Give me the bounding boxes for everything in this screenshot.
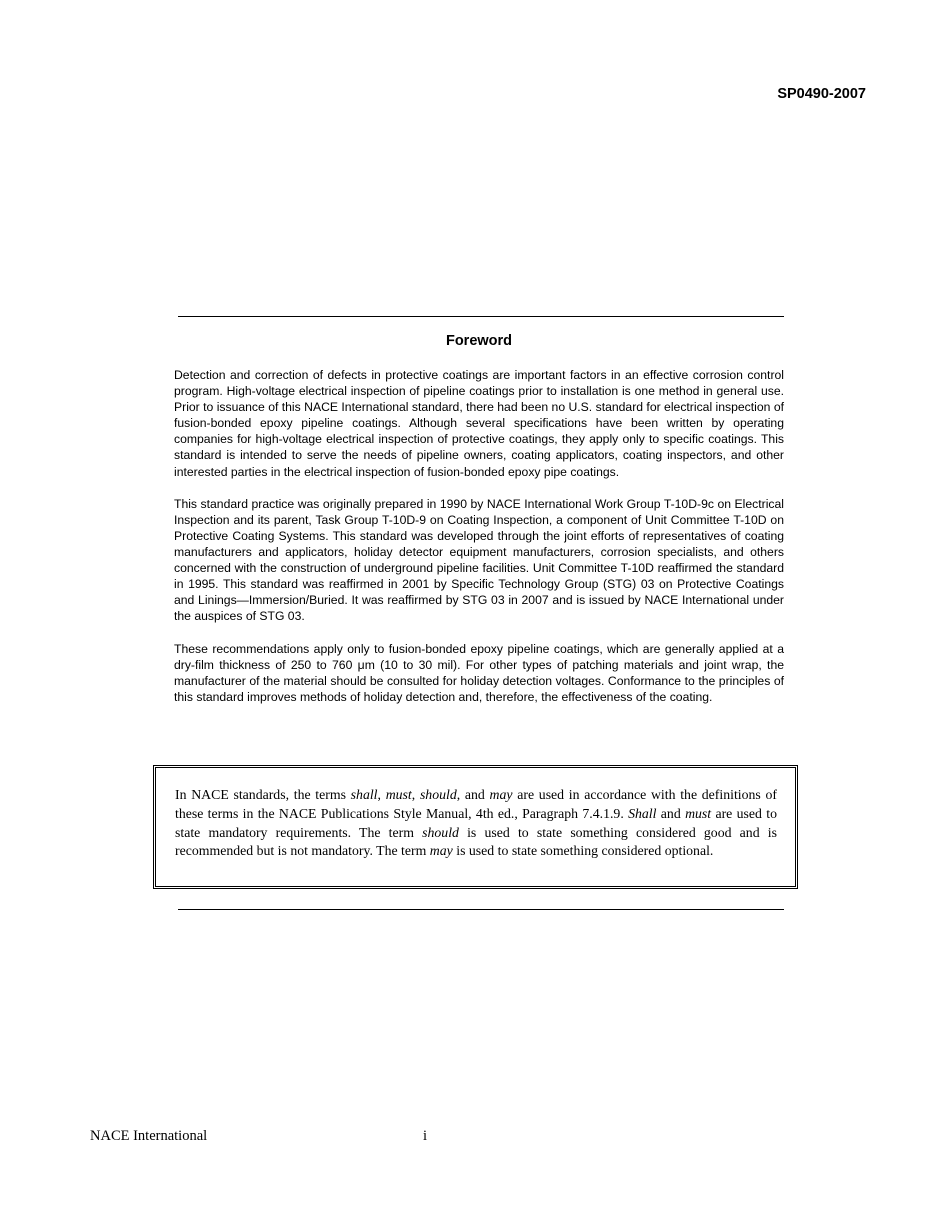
foreword-paragraph-3: These recommendations apply only to fusion-bonded epoxy pipeline coatings, which are generally applied at a dry-film thickness of 250 to 760 μm (10 to 30 mil). For other types of patching materials and joint wrap, the manufacturer of the material should be consulted for holiday detection voltages. Conformance to the principles of this standard improves methods of holiday detection and, therefore, the effectiveness of the coating.: [174, 641, 784, 704]
foreword-paragraph-1: Detection and correction of defects in protective coatings are important factors in an effective corrosion control program. High-voltage electrical inspection of pipeline coatings prior to installation is one method in general use. Prior to issuance of this NACE International standard, there had been no U.S. standard for electrical inspection of fusion-bonded epoxy pipeline coatings. Although several specifications have been written by operating companies for high-voltage electrical inspection of protective coatings, they apply only to specific coatings. This standard is intended to serve the needs of pipeline owners, coating applicators, coating inspectors, and other interested parties in the electrical inspection of fusion-bonded epoxy pipe coatings.: [174, 368, 784, 479]
note-text: ,: [411, 787, 420, 802]
term-may: may: [489, 787, 513, 802]
note-text: are used in accordance with the definitions of these terms in the NACE Publications Style Manual, 4th ed., Paragraph 7.4.1.9.: [175, 787, 777, 821]
document-id: SP0490-2007: [777, 86, 866, 102]
note-text: is used to state something considered optional.: [452, 843, 714, 859]
term-shall: shall: [350, 787, 378, 802]
footer-page-number: i: [423, 1128, 428, 1144]
note-text: are used to state mandatory requirements. The term: [175, 805, 777, 840]
note-text: , and: [456, 787, 490, 802]
term-should-2: should: [422, 824, 459, 840]
term-may-2: may: [429, 843, 453, 859]
term-must: must: [385, 787, 412, 802]
note-text: ,: [377, 787, 386, 802]
foreword-body: [174, 367, 784, 721]
note-text: and: [656, 805, 686, 821]
term-must-2: must: [685, 805, 712, 821]
terminology-note-box: [153, 765, 798, 889]
note-text: In NACE standards, the terms: [175, 787, 351, 802]
footer-organization: NACE International: [90, 1128, 208, 1144]
term-shall-cap: Shall: [628, 805, 657, 821]
top-divider: [178, 316, 784, 317]
bottom-divider: [178, 909, 784, 910]
note-text: is used to state something considered good and is recommended but is not mandatory. The term: [175, 824, 777, 859]
foreword-title: Foreword: [445, 333, 513, 349]
term-should: should: [419, 787, 457, 802]
foreword-paragraph-2: This standard practice was originally prepared in 1990 by NACE International Work Group T-10D-9c on Electrical Inspection and its parent, Task Group T-10D-9 on Coating Inspection, a component of Unit Committee T-10D on Protective Coating Systems. This standard was developed through the joint efforts of representatives of coating manufacturers and applicators, holiday detector equipment manufacturers, corrosion specialists, and others concerned with the construction of underground pipeline facilities. Unit Committee T-10D reaffirmed the standard in 1995. This standard was reaffirmed in 2001 by Specific Technology Group (STG) 03 on Protective Coatings and Linings—Immersion/Buried. It was reaffirmed by STG 03 in 2007 and is issued by NACE International under the auspices of STG 03.: [174, 496, 784, 624]
